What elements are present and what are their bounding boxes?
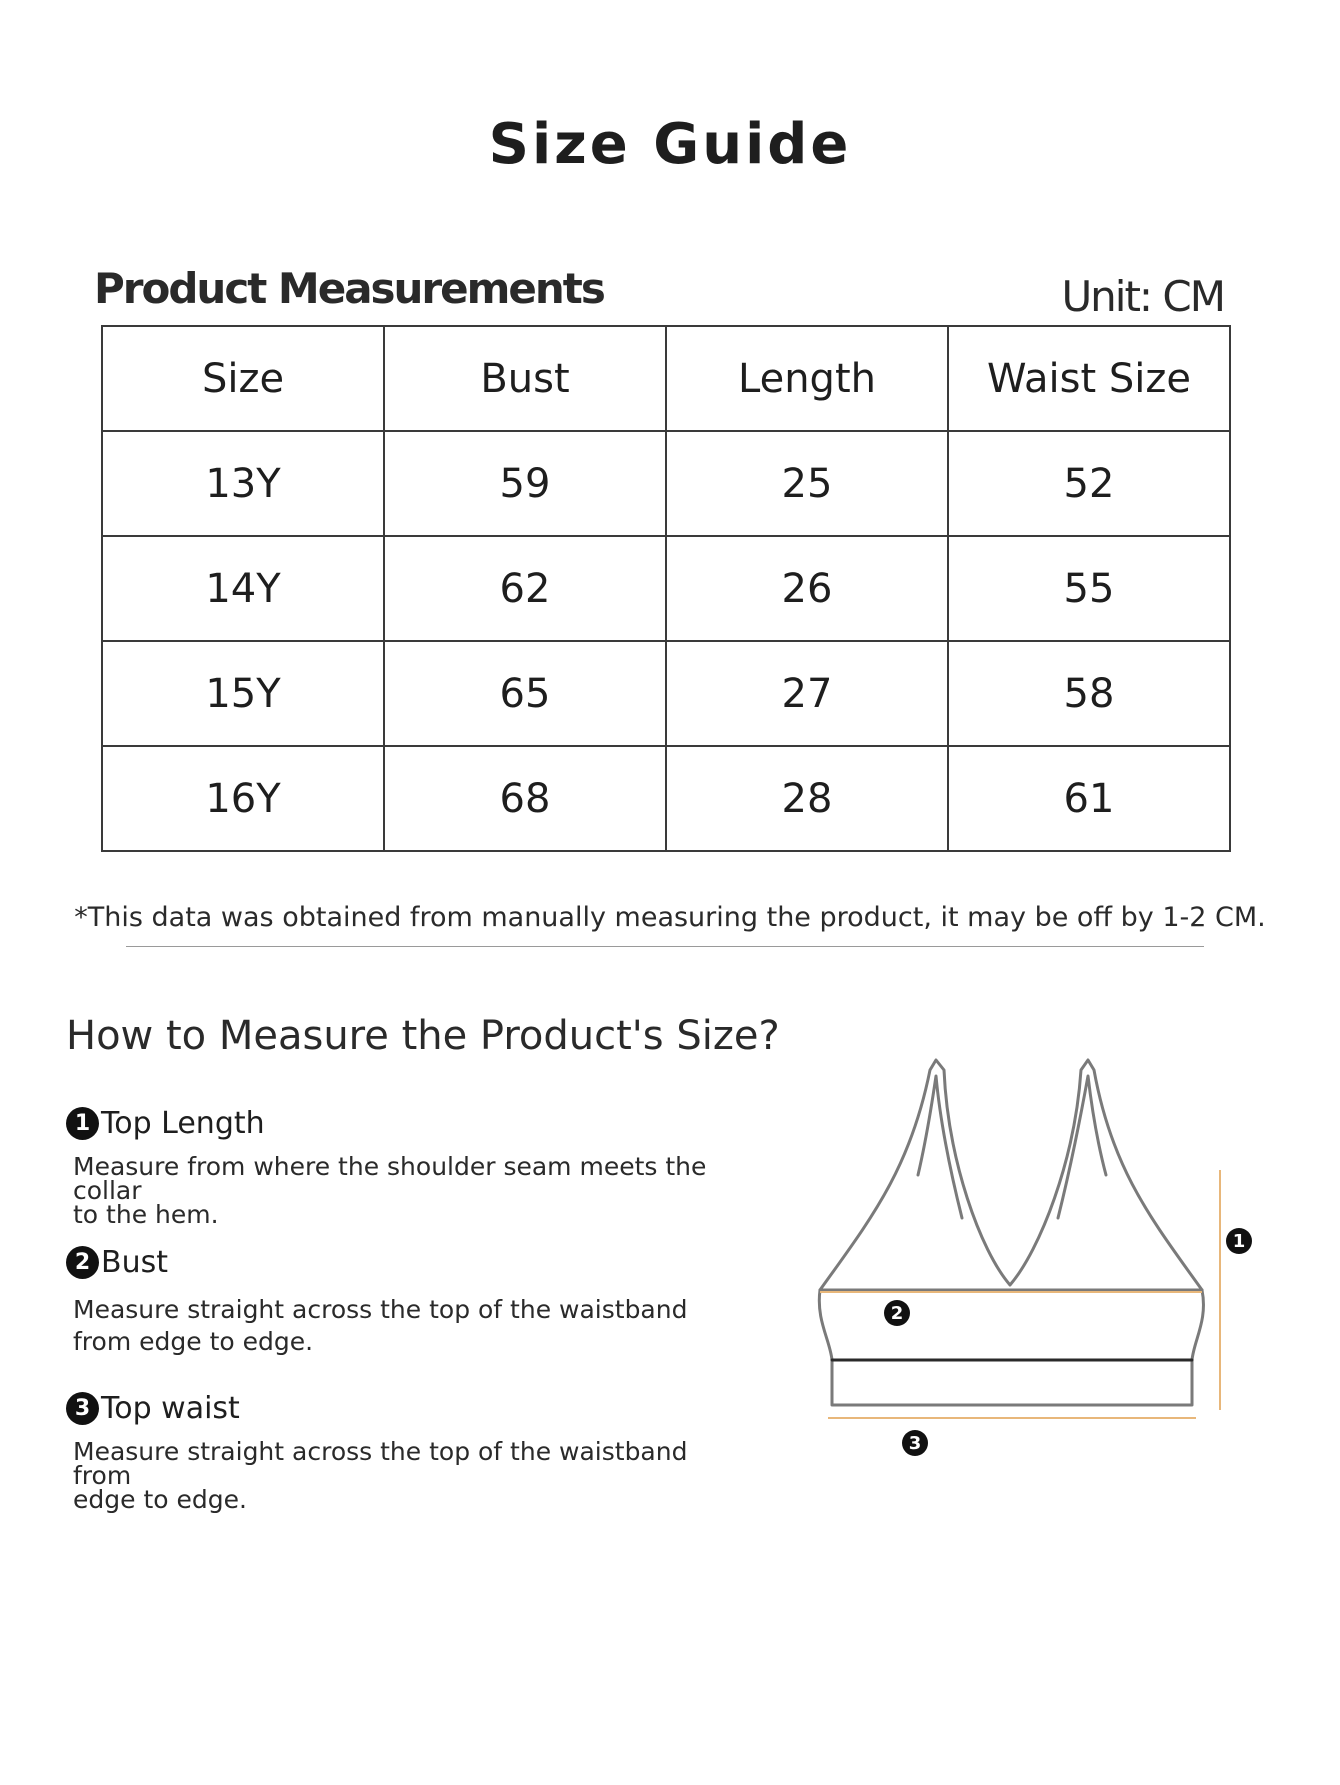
cell-length: 26 xyxy=(666,536,948,641)
header-size: Size xyxy=(102,326,384,431)
cell-waist: 58 xyxy=(948,641,1230,746)
marker-bust: 2 xyxy=(884,1300,910,1326)
step-description-line: to the hem. xyxy=(73,1200,219,1229)
step-description-line: Measure from where the shoulder seam meets the collar xyxy=(73,1152,707,1205)
cell-waist: 55 xyxy=(948,536,1230,641)
cell-size: 16Y xyxy=(102,746,384,851)
table-row xyxy=(102,746,1230,851)
step-description-line: from edge to edge. xyxy=(73,1327,314,1356)
cell-bust: 68 xyxy=(384,746,666,851)
table-row xyxy=(102,641,1230,746)
step-top-length xyxy=(66,1106,746,1227)
header-length: Length xyxy=(666,326,948,431)
table-header-row xyxy=(102,326,1230,431)
cell-waist: 61 xyxy=(948,746,1230,851)
cell-length: 28 xyxy=(666,746,948,851)
table-row xyxy=(102,431,1230,536)
step-top-waist xyxy=(66,1391,746,1512)
measurement-note: *This data was obtained from manually measuring the product, it may be off by 1-2 CM. xyxy=(74,902,1266,933)
unit-label: Unit: CM xyxy=(1061,272,1224,321)
step-description-line: Measure straight across the top of the waistband from xyxy=(73,1437,688,1490)
step-description-line: Measure straight across the top of the waistband xyxy=(73,1295,688,1324)
measurement-table xyxy=(101,325,1231,852)
step-description-line: edge to edge. xyxy=(73,1485,247,1514)
marker-waist: 3 xyxy=(902,1430,928,1456)
crop-top-garment-icon xyxy=(790,1050,1270,1470)
step-description xyxy=(66,1437,746,1514)
page-title: Size Guide xyxy=(488,112,852,177)
step-title: Bust xyxy=(101,1245,168,1280)
step-number-badge: 2 xyxy=(66,1246,99,1279)
step-number-badge: 3 xyxy=(66,1392,99,1425)
cell-bust: 65 xyxy=(384,641,666,746)
how-to-heading: How to Measure the Product's Size? xyxy=(66,1013,780,1059)
cell-size: 14Y xyxy=(102,536,384,641)
cell-size: 15Y xyxy=(102,641,384,746)
divider xyxy=(126,946,1204,947)
section-title: Product Measurements xyxy=(94,264,604,313)
marker-length: 1 xyxy=(1226,1228,1252,1254)
cell-length: 27 xyxy=(666,641,948,746)
step-number-badge: 1 xyxy=(66,1107,99,1140)
garment-diagram xyxy=(790,1050,1270,1470)
header-bust: Bust xyxy=(384,326,666,431)
step-title: Top Length xyxy=(101,1106,265,1141)
step-description xyxy=(66,1152,746,1229)
header-waist-size: Waist Size xyxy=(948,326,1230,431)
table-row xyxy=(102,536,1230,641)
cell-length: 25 xyxy=(666,431,948,536)
cell-bust: 62 xyxy=(384,536,666,641)
cell-bust: 59 xyxy=(384,431,666,536)
step-bust xyxy=(66,1245,746,1358)
cell-waist: 52 xyxy=(948,431,1230,536)
cell-size: 13Y xyxy=(102,431,384,536)
step-title: Top waist xyxy=(101,1391,240,1426)
step-description xyxy=(66,1294,746,1358)
